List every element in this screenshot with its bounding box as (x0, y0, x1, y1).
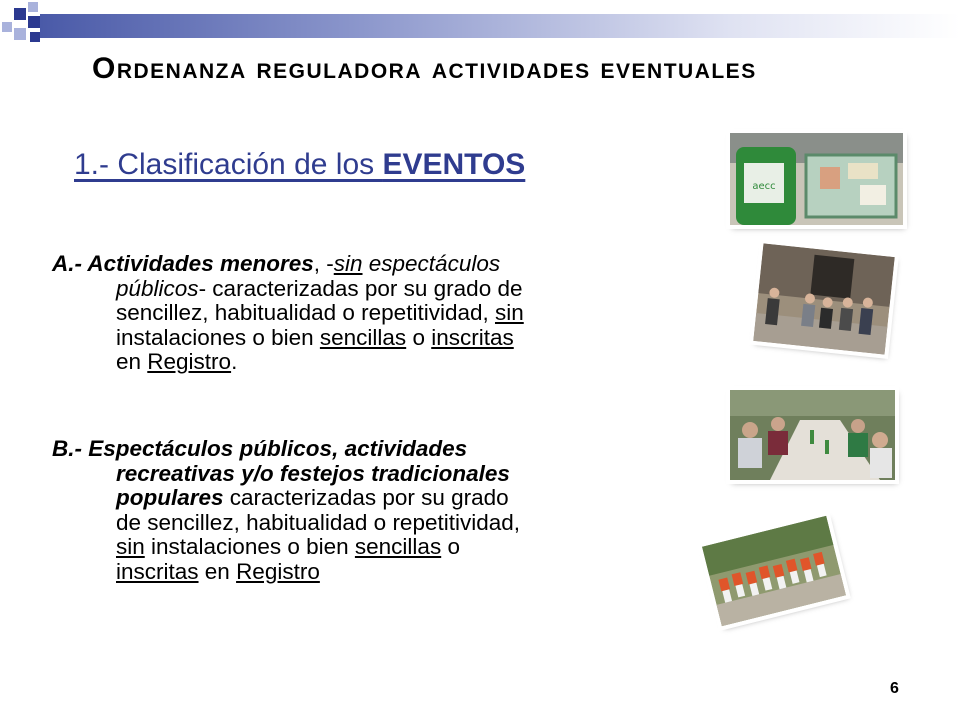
item-a-text: - caracterizadas por su grado de (198, 275, 523, 301)
header-gradient-bar (40, 14, 960, 38)
item-a-text: públicos (116, 275, 199, 301)
item-b-text: caracterizadas por su grado (223, 485, 509, 510)
heading-text: 1.- Clasificación de los (74, 148, 383, 181)
item-a-text: o (406, 324, 432, 350)
item-b-text: o (441, 534, 460, 559)
photo-dancers (702, 516, 846, 627)
item-a-text: instalaciones o bien (116, 324, 320, 350)
deco-square (28, 2, 38, 12)
item-b-label: populares (116, 485, 224, 510)
item-b-link: Registro (236, 558, 320, 584)
photo-street-musicians (753, 243, 895, 354)
item-b-link: sin (116, 534, 145, 559)
item-a-link: sin (333, 251, 363, 276)
photo-collection-boxes (730, 133, 903, 225)
list-item-a (52, 252, 652, 375)
item-a-link: sencillas (319, 324, 407, 350)
deco-square (14, 28, 26, 40)
item-a-label: A.- Actividades menores (52, 251, 314, 276)
item-a-text: espectáculos (362, 251, 501, 276)
deco-square (28, 16, 40, 28)
item-a-link: Registro (147, 349, 232, 374)
item-a-link: inscritas (431, 324, 514, 350)
svg-text:aecc: aecc (752, 181, 776, 192)
section-heading (74, 148, 525, 182)
page-number: 6 (890, 680, 899, 697)
item-b-link: sencillas (354, 534, 442, 559)
list-item-b (52, 437, 652, 584)
item-b-label: B.- Espectáculos públicos, actividades (52, 436, 468, 461)
slide-title: Ordenanza reguladora actividades eventuales (92, 52, 757, 85)
item-b-text: instalaciones o bien (144, 534, 355, 559)
deco-square (14, 8, 26, 20)
item-a-text: sencillez, habitualidad o repetitividad, (116, 300, 495, 325)
item-b-label: recreativas y/o festejos tradicionales (116, 460, 510, 486)
item-a-text: en (116, 349, 148, 374)
item-b-text: de sencillez, habitualidad o repetitividad, (116, 509, 521, 535)
item-a-text: . (231, 349, 238, 374)
item-b-link: inscritas (116, 558, 199, 584)
deco-square (30, 32, 40, 42)
item-a-link: sin (494, 300, 524, 325)
heading-emphasis: EVENTOS (382, 148, 526, 181)
item-b-text: en (198, 558, 237, 584)
photo-outdoor-meal (730, 390, 895, 480)
deco-square (2, 22, 12, 32)
item-a-text: , - (313, 251, 334, 276)
